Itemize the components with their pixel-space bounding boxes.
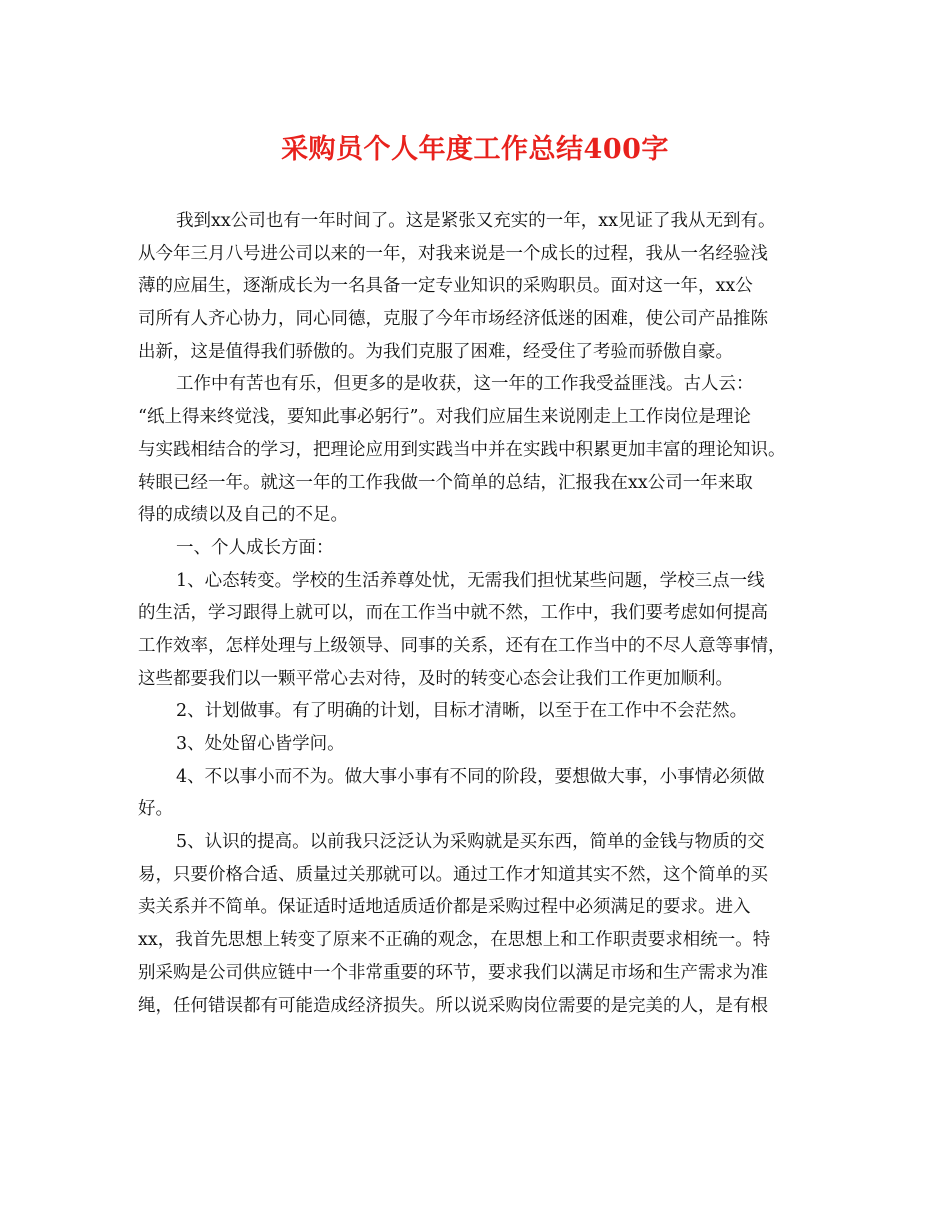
document-title: 采购员个人年度工作总结400字	[281, 134, 669, 165]
text-line: “纸上得来终觉浅，要知此事必躬行”。对我们应届生来说刚走上工作岗位是理论	[138, 407, 751, 428]
text-line: 2、计划做事。有了明确的计划，目标才清晰，以至于在工作中不会茫然。	[176, 701, 748, 722]
text-line: 从今年三月八号进公司以来的一年，对我来说是一个成长的过程，我从一名经验浅	[138, 243, 768, 264]
text-line: 3、处处留心皆学问。	[176, 734, 345, 754]
text-line: 别采购是公司供应链中一个非常重要的环节，要求我们以满足市场和生产需求为准	[138, 962, 768, 983]
text-line: 的生活，学习跟得上就可以，而在工作当中就不然，工作中，我们要考虑如何提高	[138, 603, 768, 624]
text-line: 我到xx公司也有一年时间了。这是紧张又充实的一年，xx见证了我从无到有。	[176, 211, 776, 231]
text-line: 易，只要价格合适、质量过关那就可以。通过工作才知道其实不然，这个简单的买	[138, 864, 768, 885]
text-line: 5、认识的提高。以前我只泛泛认为采购就是买东西，简单的金钱与物质的交	[176, 832, 765, 853]
text-line: xx，我首先思想上转变了原来不正确的观念，在思想上和工作职责要求相统一。特	[138, 930, 771, 951]
document-body	[138, 205, 818, 1022]
text-line: 一、个人成长方面：	[176, 537, 334, 558]
text-line: 工作中有苦也有乐，但更多的是收获，这一年的工作我受益匪浅。古人云：	[176, 374, 754, 395]
text-line: 1、心态转变。学校的生活养尊处忧，无需我们担忧某些问题，学校三点一线	[176, 570, 765, 591]
text-line: 这些都要我们以一颗平常心去对待，及时的转变心态会让我们工作更加顺利。	[138, 668, 733, 689]
text-line: 司所有人齐心协力，同心同德，克服了今年市场经济低迷的困难，使公司产品推陈	[138, 309, 768, 330]
text-line: 好。	[138, 799, 173, 820]
text-line: 卖关系并不简单。保证适时适地适质适价都是采购过程中必须满足的要求。进入	[138, 897, 751, 918]
text-line: 出新，这是值得我们骄傲的。为我们克服了困难，经受住了考验而骄傲自豪。	[138, 341, 733, 362]
text-line: 4、不以事小而不为。做大事小事有不同的阶段，要想做大事，小事情必须做	[176, 766, 765, 787]
text-line: 工作效率，怎样处理与上级领导、同事的关系，还有在工作当中的不尽人意等事情，	[138, 635, 786, 656]
text-line: 薄的应届生，逐渐成长为一名具备一定专业知识的采购职员。面对这一年，xx公	[138, 276, 753, 297]
text-line: 得的成绩以及自己的不足。	[138, 505, 348, 526]
text-line: 转眼已经一年。就这一年的工作我做一个简单的总结，汇报我在xx公司一年来取	[138, 472, 753, 493]
text-line: 与实践相结合的学习，把理论应用到实践当中并在实践中积累更加丰富的理论知识。	[138, 439, 786, 460]
text-line: 绳，任何错误都有可能造成经济损失。所以说采购岗位需要的是完美的人，是有根	[138, 995, 768, 1016]
